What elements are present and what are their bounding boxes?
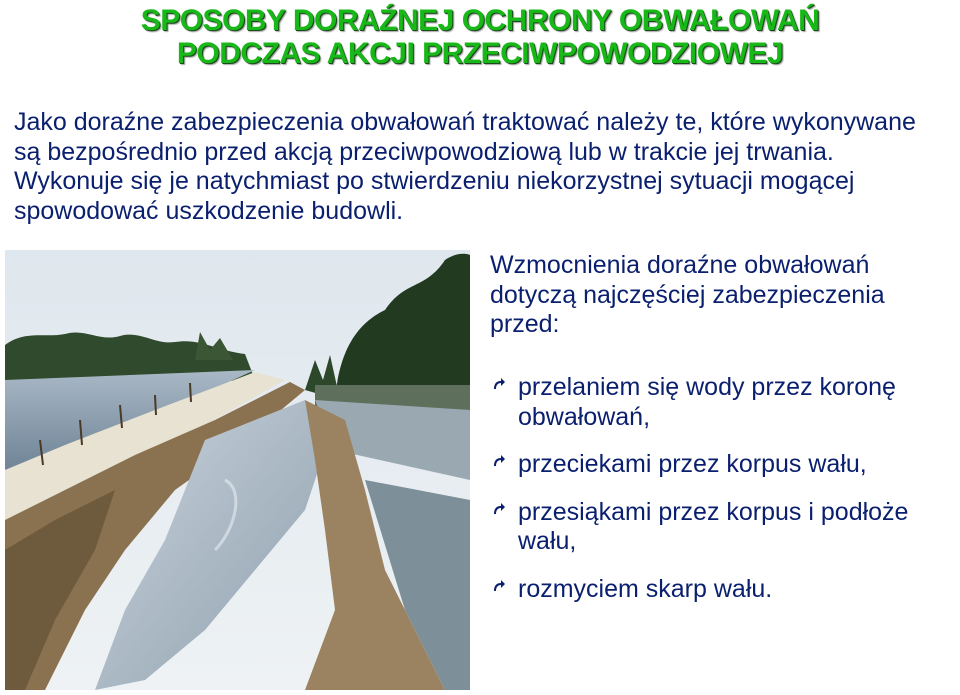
list-item-text: przesiąkami przez korpus i podłoże wału, (518, 497, 909, 555)
arrow-bullet-icon (490, 579, 506, 595)
arrow-bullet-icon (490, 377, 506, 393)
list-item (490, 450, 955, 480)
title-line-2: PODCZAS AKCJI PRZECIWPOWODZIOWEJ (176, 37, 784, 70)
title-line-1: SPOSOBY DORAŹNEJ OCHRONY OBWAŁOWAŃ (140, 4, 820, 37)
intro-paragraph: Jako doraźne zabezpieczenia obwałowań traktować należy te, które wykonywane są bezpośrednio przed akcją przeciwpowodziową lub w trakcie jej trwania. Wykonuje się je natychmiast po stwierdzeniu niekorzystnej sytuacji mogącej spowodować uszkodzenie budowli. (14, 108, 916, 225)
page-title (0, 4, 960, 70)
list-item-text: przelaniem się wody przez koronę obwałowań, (518, 373, 896, 431)
list-item (490, 373, 955, 432)
right-lead-paragraph: Wzmocnienia doraźne obwałowań dotyczą najczęściej zabezpieczenia przed: (490, 251, 885, 338)
arrow-bullet-icon (490, 454, 506, 470)
arrow-bullet-icon (490, 502, 506, 518)
list-item (490, 498, 955, 557)
list-item-text: rozmyciem skarp wału. (518, 574, 773, 603)
list-item (490, 575, 955, 605)
list-item-text: przeciekami przez korpus wału, (518, 450, 867, 478)
flood-levee-sandbags-photo (5, 250, 470, 690)
protection-list (490, 373, 955, 622)
